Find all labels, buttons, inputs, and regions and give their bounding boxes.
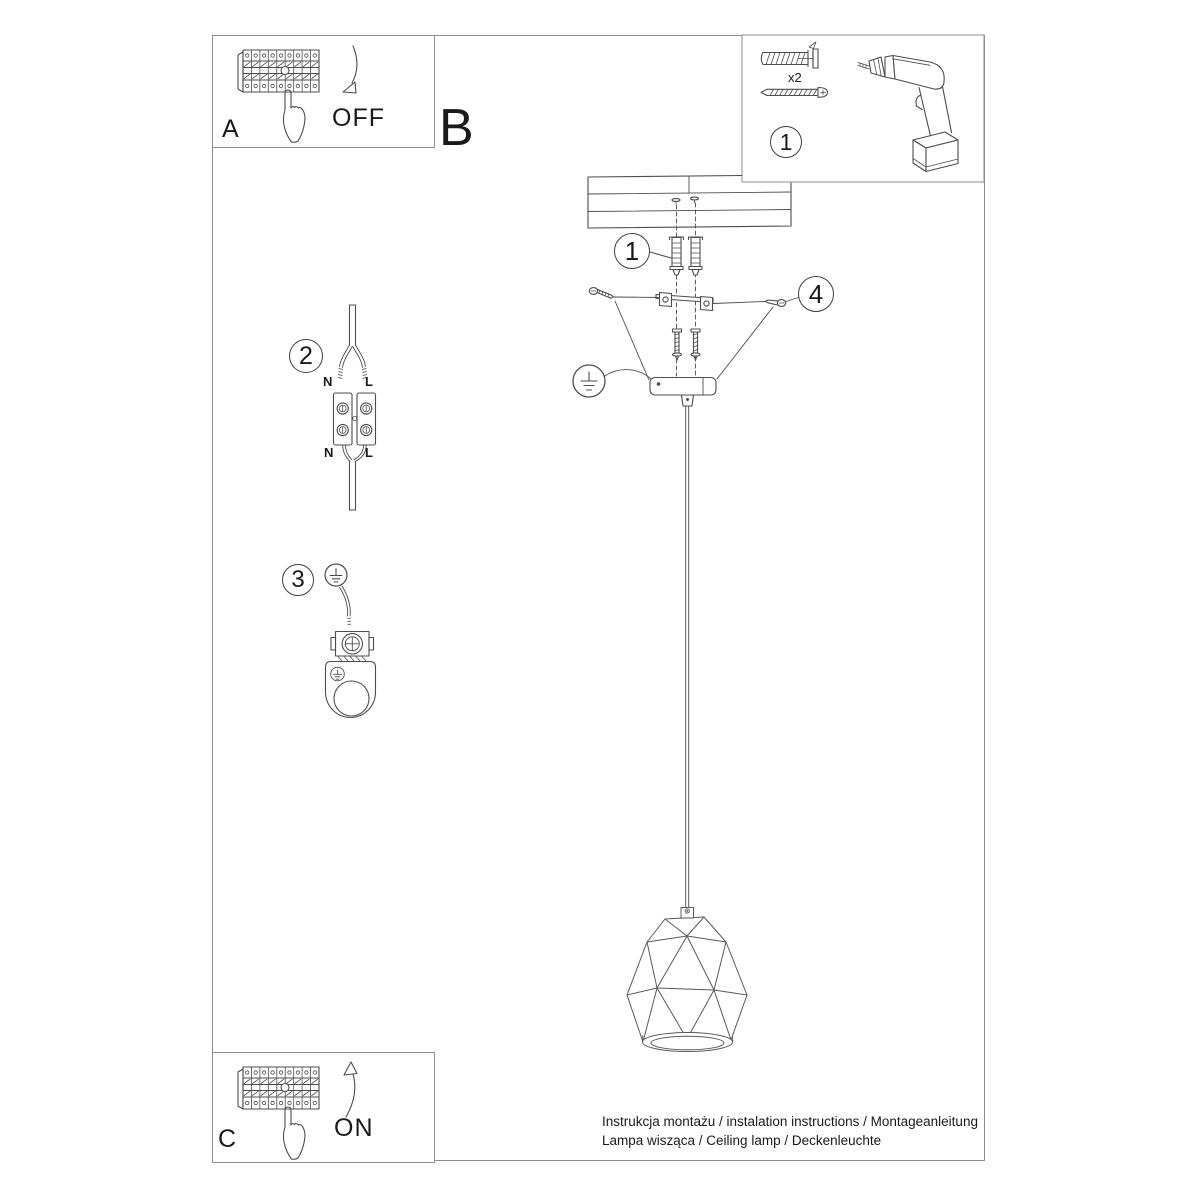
side-screw-left-icon <box>589 288 659 299</box>
lamp-shade-icon <box>627 908 747 1052</box>
badge-mount-screws: 4 <box>798 276 834 312</box>
suspension-cable <box>686 406 689 908</box>
hand-icon <box>283 1107 305 1159</box>
earth-clamp-icon <box>325 564 376 718</box>
hand-icon <box>283 90 305 142</box>
breaker-on-label: ON <box>334 1114 374 1142</box>
breaker-off-label: OFF <box>332 104 385 132</box>
canopy-screw-icon <box>673 329 701 360</box>
breaker-panel-on-icon <box>238 1062 357 1159</box>
step-c-label: C <box>218 1125 237 1153</box>
live-label-top: L <box>365 374 373 389</box>
side-screw-right-icon <box>713 297 800 306</box>
badge-earth: 3 <box>282 564 314 596</box>
anchor-quantity-label: x2 <box>788 70 802 85</box>
badge-parts-kit: 1 <box>770 126 802 158</box>
step-a-label: A <box>222 115 239 143</box>
canopy-icon <box>650 378 716 407</box>
mounting-bracket-icon <box>656 293 713 311</box>
wall-anchor-icon <box>670 237 703 275</box>
neutral-label-top: N <box>323 374 333 389</box>
arrow-down-icon <box>343 46 357 93</box>
arrow-up-icon <box>344 1062 357 1117</box>
live-label-bottom: L <box>365 445 373 460</box>
terminal-block-icon <box>334 305 376 510</box>
footer-text <box>602 1112 978 1150</box>
badge-terminal: 2 <box>289 339 323 373</box>
ceiling-illustration <box>588 176 791 229</box>
neutral-label-bottom: N <box>324 445 334 460</box>
footer-line-1: Instrukcja montażu / instalation instructions / Montageanleitung <box>602 1114 978 1129</box>
badge-1-leader <box>650 252 671 258</box>
step-b-label: B <box>439 99 474 157</box>
badge-anchors: 1 <box>614 233 650 269</box>
footer-line-2: Lampa wisząca / Ceiling lamp / Deckenleuchte <box>602 1133 882 1148</box>
